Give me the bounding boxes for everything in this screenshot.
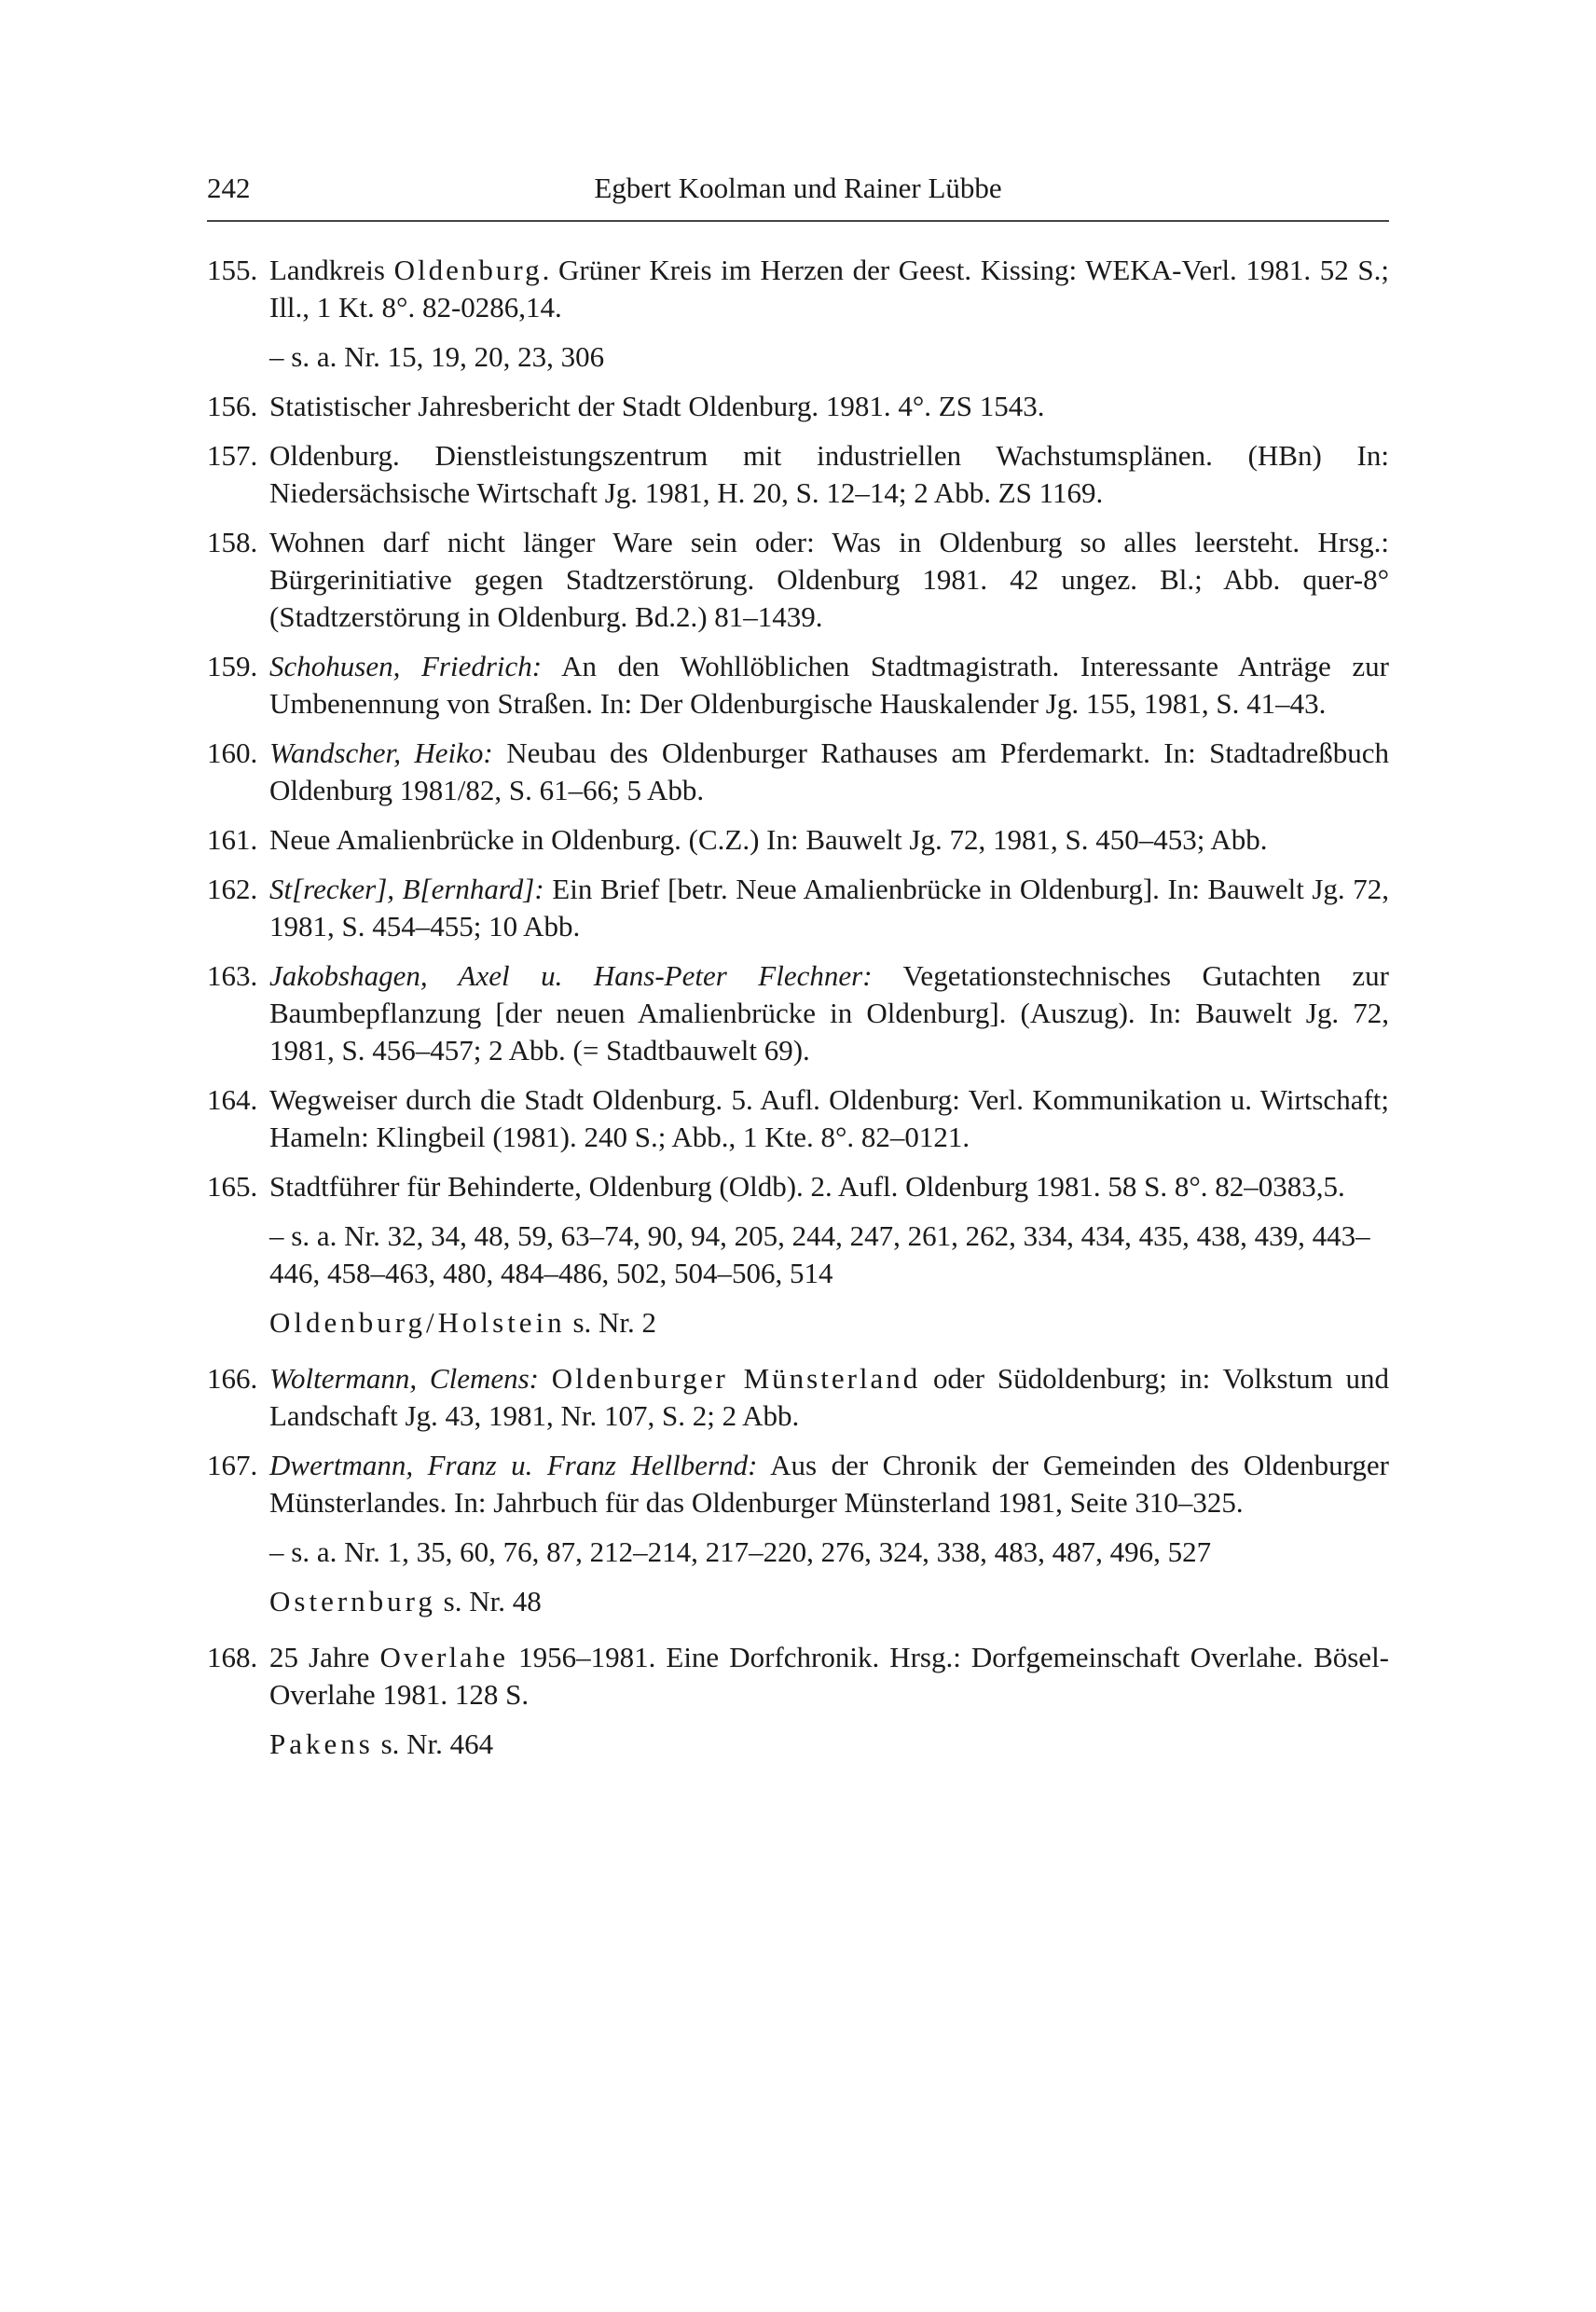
entry-text: Vegetationstechnisches Gutachten zur Baumbepflanzung [der neuen Amalienbrücke in Oldenburg]. (Auszug). In: Bauwelt Jg. 72, 1981, S. 456–457; 2 Abb. (= Stadtbauwelt 69). <box>269 959 1390 1067</box>
entry-author: Woltermann, Clemens: <box>269 1362 539 1395</box>
entry-author: Schohusen, Friedrich: <box>269 650 543 682</box>
entry-text: Ein Brief [betr. Neue Amalienbrücke in Oldenburg]. In: Bauwelt Jg. 72, 1981, S. 454–455; 10 Abb. <box>269 873 1389 943</box>
entry-155 <box>207 252 1389 326</box>
place-reference-2 <box>207 1583 1389 1620</box>
entry-number: 165. <box>207 1170 258 1203</box>
entry-160 <box>207 735 1389 809</box>
entry-number: 157. <box>207 439 258 472</box>
place-reference-text: s. Nr. 2 <box>565 1306 657 1339</box>
entry-text: Neue Amalienbrücke in Oldenburg. (C.Z.) In: Bauwelt Jg. 72, 1981, S. 450–453; Abb. <box>269 823 1268 856</box>
entry-prefix: Landkreis <box>269 254 394 286</box>
entry-167 <box>207 1447 1389 1521</box>
place-reference-text: s. Nr. 48 <box>435 1585 542 1617</box>
place-reference-1 <box>207 1304 1389 1342</box>
entry-161 <box>207 821 1389 859</box>
entry-number: 167. <box>207 1449 258 1481</box>
entry-157 <box>207 437 1389 512</box>
entry-number: 163. <box>207 959 258 992</box>
page-number: 242 <box>207 172 251 204</box>
entry-number: 160. <box>207 736 258 769</box>
entry-text: Oldenburg. Dienstleistungszentrum mit industriellen Wachstumsplänen. (HBn) In: Niedersächsische Wirtschaft Jg. 1981, H. 20, S. 12–14; 2 Abb. ZS 1169. <box>269 439 1389 509</box>
entry-author: Dwertmann, Franz u. Franz Hellbernd: <box>269 1449 758 1481</box>
entry-number: 155. <box>207 254 258 286</box>
entry-text: Neubau des Oldenburger Rathauses am Pferdemarkt. In: Stadtadreßbuch Oldenburg 1981/82, S. 61–66; 5 Abb. <box>269 736 1389 806</box>
place-name: Pakens <box>269 1727 374 1760</box>
entry-163 <box>207 957 1389 1069</box>
place-name: Osternburg <box>269 1585 436 1617</box>
place-reference-text: s. Nr. 464 <box>373 1727 494 1760</box>
entry-text: Stadtführer für Behinderte, Oldenburg (Oldb). 2. Aufl. Oldenburg 1981. 58 S. 8°. 82–0383,5. <box>269 1170 1345 1203</box>
entry-162 <box>207 871 1389 945</box>
page-header <box>207 170 1389 214</box>
see-also-2: – s. a. Nr. 32, 34, 48, 59, 63–74, 90, 94, 205, 244, 247, 261, 262, 334, 434, 435, 438, 439, 443–446, 458–463, 480, 484–486, 502, 504–506, 514 <box>269 1219 1370 1289</box>
entry-place: Oldenburg <box>393 254 543 286</box>
entry-place: Oldenburger Münsterland <box>551 1362 921 1395</box>
entry-number: 159. <box>207 650 258 682</box>
header-rule <box>207 220 1389 222</box>
entry-number: 162. <box>207 873 258 905</box>
entry-166 <box>207 1360 1389 1435</box>
entry-text: oder Südoldenburg; in: Volkstum und Landschaft Jg. 43, 1981, Nr. 107, S. 2; 2 Abb. <box>269 1362 1390 1432</box>
entry-text: 1956–1981. Eine Dorfchronik. Hrsg.: Dorfgemeinschaft Overlahe. Bösel-Overlahe 1981. 128 S. <box>269 1641 1390 1711</box>
entry-156 <box>207 388 1389 425</box>
place-reference-3 <box>207 1726 1389 1763</box>
entry-text: Wegweiser durch die Stadt Oldenburg. 5. Aufl. Oldenburg: Verl. Kommunikation u. Wirtschaft; Hameln: Klingbeil (1981). 240 S.; Abb., 1 Kte. 8°. 82–0121. <box>269 1083 1389 1153</box>
entry-text: Aus der Chronik der Gemeinden des Oldenburger Münsterlandes. In: Jahrbuch für das Oldenburger Münsterland 1981, Seite 310–325. <box>269 1449 1389 1519</box>
entry-text: Wohnen darf nicht länger Ware sein oder: Was in Oldenburg so alles leersteht. Hrsg.: Bürgerinitiative gegen Stadtzerstörung. Oldenburg 1981. 42 ungez. Bl.; Abb. quer-8° (Stadtzerstörung in Oldenburg. Bd.2.) 81–1439. <box>269 526 1389 633</box>
entry-number: 168. <box>207 1641 258 1673</box>
entry-author: Jakobshagen, Axel u. Hans-Peter Flechner: <box>269 959 873 992</box>
entry-165 <box>207 1168 1389 1205</box>
entry-text: . Grüner Kreis im Herzen der Geest. Kissing: WEKA-Verl. 1981. 52 S.; Ill., 1 Kt. 8°. 82-0286,14. <box>269 254 1389 323</box>
entry-168 <box>207 1639 1389 1713</box>
entry-number: 158. <box>207 526 258 558</box>
entry-place: Overlahe <box>379 1641 509 1673</box>
entry-159 <box>207 648 1389 722</box>
entry-164 <box>207 1081 1389 1156</box>
entry-number: 166. <box>207 1362 258 1395</box>
entry-number: 156. <box>207 390 258 422</box>
bibliography-list <box>207 252 1389 1782</box>
entry-text: An den Wohllöblichen Stadtmagistrath. Interessante Anträge zur Umbenennung von Straßen. In: Der Oldenburgische Hauskalender Jg. 155, 1981, S. 41–43. <box>269 650 1389 720</box>
entry-158 <box>207 524 1389 636</box>
entry-prefix: 25 Jahre <box>269 1641 380 1673</box>
see-also-1: – s. a. Nr. 15, 19, 20, 23, 306 <box>269 340 605 373</box>
see-also-3: – s. a. Nr. 1, 35, 60, 76, 87, 212–214, 217–220, 276, 324, 338, 483, 487, 496, 527 <box>269 1535 1212 1568</box>
entry-number: 161. <box>207 823 258 856</box>
entry-number: 164. <box>207 1083 258 1116</box>
entry-author: Wandscher, Heiko: <box>269 736 493 769</box>
running-title: Egbert Koolman und Rainer Lübbe <box>594 172 1002 204</box>
entry-author: St[recker], B[ernhard]: <box>269 873 544 905</box>
place-name: Oldenburg/Holstein <box>269 1306 566 1339</box>
entry-text: Statistischer Jahresbericht der Stadt Oldenburg. 1981. 4°. ZS 1543. <box>269 390 1045 422</box>
